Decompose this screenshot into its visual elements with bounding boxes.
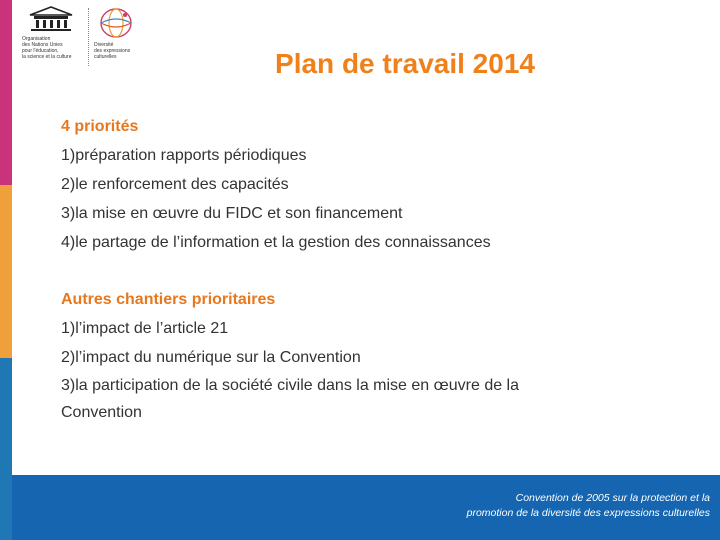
list-item: 3)la mise en œuvre du FIDC et son financement: [61, 205, 403, 222]
unesco-text-line: pour l'éducation,: [22, 48, 59, 54]
list-item: 1)l’impact de l’article 21: [61, 320, 229, 337]
footer-line: Convention de 2005 sur la protection et la: [515, 492, 710, 504]
section-spacer: [61, 257, 701, 285]
side-strip-magenta: [0, 0, 12, 185]
unesco-text-line: des Nations Unies: [22, 42, 63, 48]
unesco-text-line: Organisation: [22, 36, 51, 42]
diversity-globe-logo: [98, 6, 134, 40]
footer-band: [12, 475, 720, 540]
footer-text: [467, 491, 710, 521]
diversity-text-line: Diversité: [94, 42, 114, 48]
slide-content: [61, 112, 701, 426]
list-item: 2)le renforcement des capacités: [61, 176, 289, 193]
list-item: 2)l’impact du numérique sur la Convention: [61, 349, 361, 366]
list-item: 3)la participation de la société civile dans la mise en œuvre de la Convention: [61, 377, 520, 421]
side-strip-orange: [0, 185, 12, 358]
unesco-temple-logo: [26, 6, 76, 32]
diversity-text-line: des expressions: [94, 48, 131, 54]
footer-line: promotion de la diversité des expressions culturelles: [466, 507, 710, 519]
slide-title: Plan de travail 2014: [275, 48, 535, 79]
diversity-text-line: culturelles: [94, 54, 117, 60]
list-item: 1)préparation rapports périodiques: [61, 147, 307, 164]
list-item: 4)le partage de l’information et la gestion des connaissances: [61, 234, 491, 251]
section-heading-priorities: 4 priorités: [61, 118, 139, 135]
side-strip-blue: [0, 358, 12, 540]
unesco-text-line: la science et la culture: [22, 54, 72, 60]
section-heading-other: Autres chantiers prioritaires: [61, 291, 276, 308]
